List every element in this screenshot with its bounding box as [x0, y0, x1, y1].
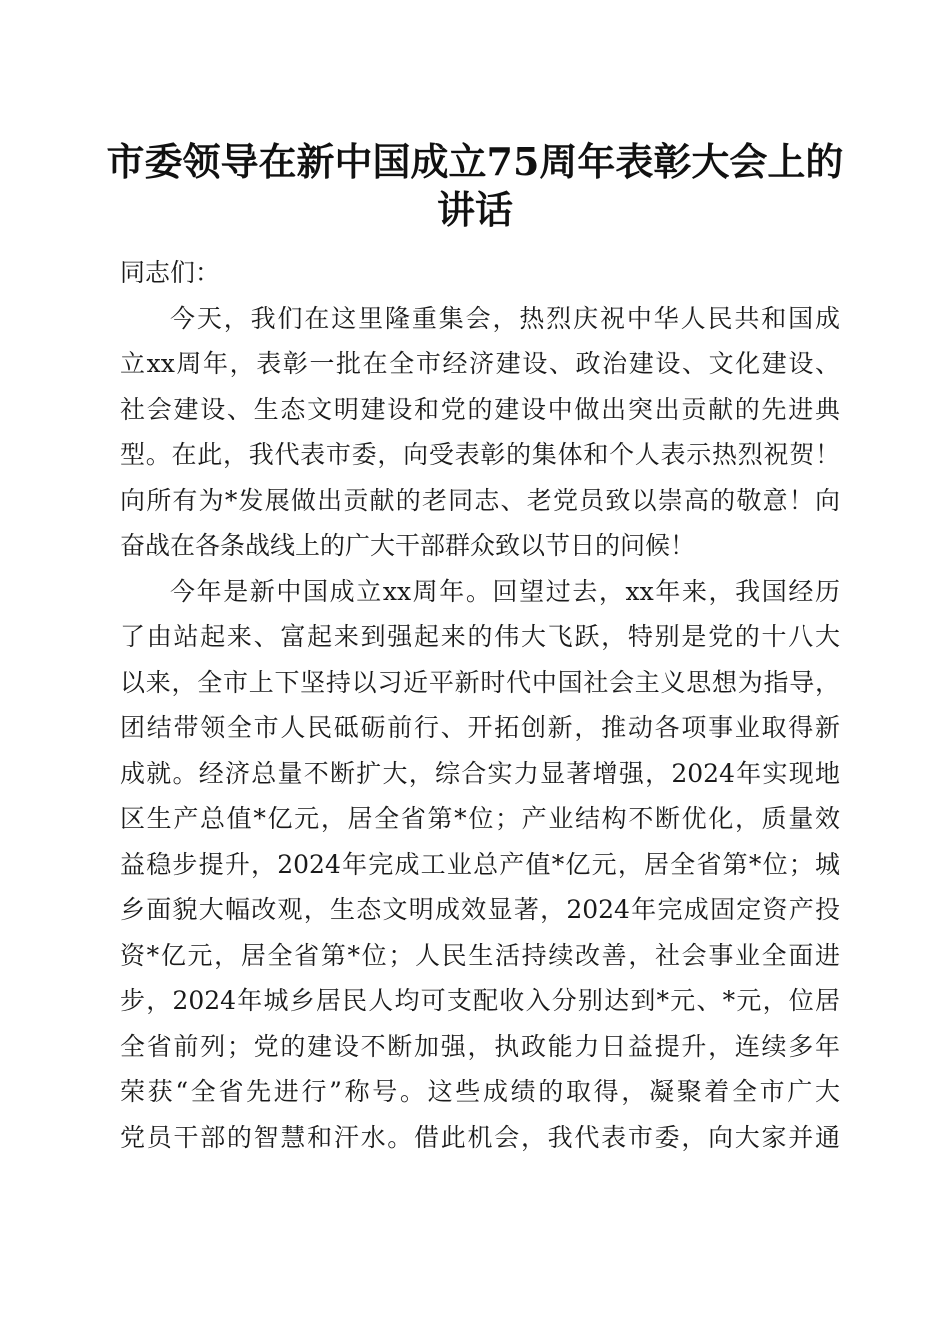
paragraph — [120, 296, 840, 569]
text-line: 以来，全市上下坚持以习近平新时代中国社会主义思想为指导， — [120, 667, 840, 697]
text-line: 社会建设、生态文明建设和党的建设中做出突出贡献的先进典 — [120, 394, 840, 424]
text-line: 立xx周年，表彰一批在全市经济建设、政治建设、文化建设、 — [120, 349, 840, 378]
text-line: 益稳步提升，2024年完成工业总产值*亿元，居全省第*位；城 — [120, 849, 840, 879]
text-line: 资*亿元，居全省第*位；人民生活持续改善，社会事业全面进 — [120, 940, 840, 970]
text-line: 型。在此，我代表市委，向受表彰的集体和个人表示热烈祝贺！ — [120, 440, 840, 469]
text-line: 乡面貌大幅改观，生态文明成效显著，2024年完成固定资产投 — [120, 895, 840, 924]
text-line: 了由站起来、富起来到强起来的伟大飞跃，特别是党的十八大 — [120, 622, 840, 651]
text-line: 区生产总值*亿元，居全省第*位；产业结构不断优化，质量效 — [120, 804, 840, 833]
text-line: 今年是新中国成立xx周年。回望过去，xx年来，我国经历 — [170, 576, 840, 606]
text-line: 党员干部的智慧和汗水。借此机会，我代表市委，向大家并通 — [120, 1122, 840, 1152]
salutation: 同志们： — [120, 258, 221, 287]
text-line: 荣获“全省先进行”称号。这些成绩的取得，凝聚着全市广大 — [120, 1077, 840, 1106]
text-line: 成就。经济总量不断扩大，综合实力显著增强，2024年实现地 — [120, 758, 840, 788]
document-body — [120, 250, 840, 1160]
text-line: 奋战在各条战线上的广大干部群众致以节日的问候！ — [120, 531, 696, 560]
text-line: 今天，我们在这里隆重集会，热烈庆祝中华人民共和国成 — [170, 303, 840, 333]
title-line: 市委领导在新中国成立75周年表彰大会上的 — [106, 139, 844, 184]
text-line: 向所有为*发展做出贡献的老同志、老党员致以崇高的敬意！向 — [120, 485, 840, 515]
text-line: 步，2024年城乡居民人均可支配收入分别达到*元、*元，位居 — [120, 986, 840, 1015]
document-title — [100, 138, 850, 234]
title-line: 讲话 — [436, 187, 513, 232]
paragraph — [120, 569, 840, 1161]
text-line: 全省前列；党的建设不断加强，执政能力日益提升，连续多年 — [120, 1031, 840, 1061]
text-line: 团结带领全市人民砥砺前行、开拓创新，推动各项事业取得新 — [120, 713, 840, 742]
